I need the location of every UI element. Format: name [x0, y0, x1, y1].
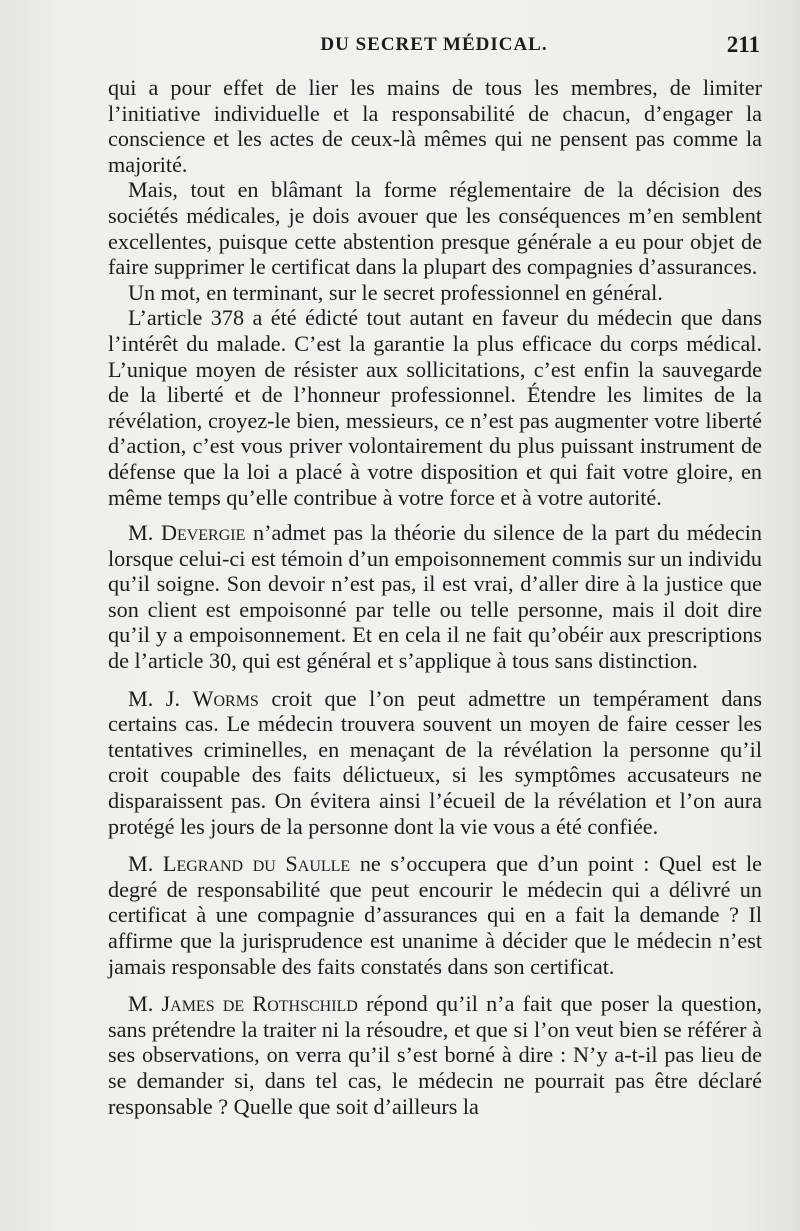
- paragraph-text: répond qu’il n’a fait que poser la question, sans prétendre la traiter ni la résoudre, et que si l’on veut bien se référer à ses observations, on verra qu’il s’est borné à dire : N’y a-t-il pas lieu de se demander si, dans tel cas, le médecin ne pourrait pas être déclaré responsable ? Quelle que soit d’ailleurs la: [108, 991, 762, 1119]
- page-number: 211: [726, 32, 760, 57]
- paragraph-text: ne s’occupera que d’un point : Quel est le degré de responsabilité que peut encourir le médecin qui a délivré un certificat à une compagnie d’assurances qui en a fait la demande ? Il affirme que la jurisprudence est unanime à décider que le médecin n’est jamais responsable des faits constatés dans son certificat.: [108, 851, 762, 979]
- paragraph-text: croit que l’on peut admettre un tempérament dans certains cas. Le médecin trouvera souvent un moyen de faire cesser les tentatives criminelles, en menaçant de la révélation la personne qu’il croit coupable des faits délictueux, si les symptômes accusateurs ne disparaissent pas. On évitera ainsi l’écueil de la révélation et l’on aura protégé les jours de la personne dont la vie vous a été confiée.: [108, 685, 762, 839]
- paragraph: Un mot, en terminant, sur le secret professionnel en général.: [128, 279, 663, 305]
- paragraph-text: n’admet pas la théorie du silence de la part du médecin lorsque celui-ci est témoin d’un empoisonnement commis sur un individu qu’il soigne. Son devoir n’est pas, il est vrai, d’aller dire à la justice que son client est empoisonné par telle ou telle personne, mais il doit dire qu’il y a empoisonnement. Et en cela il ne fait qu’obéir aux prescriptions de l’article 30, qui est général et s’applique à tous sans distinction.: [108, 520, 762, 674]
- running-head: [108, 30, 760, 60]
- speaker-name: James de Rothschild: [161, 991, 358, 1017]
- paragraph-james-de-rothschild: [108, 991, 762, 1119]
- speaker-prefix: M.: [128, 520, 161, 546]
- header-title: DU SECRET MÉDICAL.: [320, 34, 548, 55]
- speaker-prefix: M.: [128, 851, 163, 877]
- paragraph-devergie: [108, 520, 762, 674]
- paragraph: Mais, tout en blâmant la forme réglementaire de la décision des sociétés médicales, je dois avouer que les conséquences m’en semblent excellentes, puisque cette abstention presque générale a eu pour objet de faire supprimer le certificat dans la plupart des compagnies d’assurances.: [108, 177, 762, 280]
- speaker-prefix: M. J.: [128, 685, 193, 711]
- speaker-name: Devergie: [160, 520, 246, 546]
- paragraph-worms: [108, 686, 762, 840]
- speaker-name: Worms: [192, 685, 259, 711]
- paragraph-legrand-du-saulle: [108, 851, 762, 979]
- speaker-prefix: M.: [128, 991, 162, 1017]
- paragraph: L’article 378 a été édicté tout autant en faveur du médecin que dans l’intérêt du malade. C’est la garantie la plus efficace du corps médical. L’unique moyen de résister aux sollicitations, c’est enfin la sauvegarde de la liberté et de l’honneur professionnel. Étendre les limites de la révélation, croyez-le bien, messieurs, ce n’est pas augmenter votre liberté d’action, c’est vous priver volontairement du plus puissant instrument de défense que la loi a placé à votre disposition et qui fait votre gloire, en même temps qu’elle contribue à votre force et à votre autorité.: [108, 305, 762, 510]
- paragraph-continuation: qui a pour effet de lier les mains de tous les membres, de limiter l’initiative individuelle et la responsabilité de chacun, d’engager la conscience et les actes de ceux-là mêmes qui ne pensent pas comme la majorité.: [108, 75, 762, 177]
- body-text: [108, 75, 762, 1119]
- speaker-name: Legrand du Saulle: [162, 851, 351, 877]
